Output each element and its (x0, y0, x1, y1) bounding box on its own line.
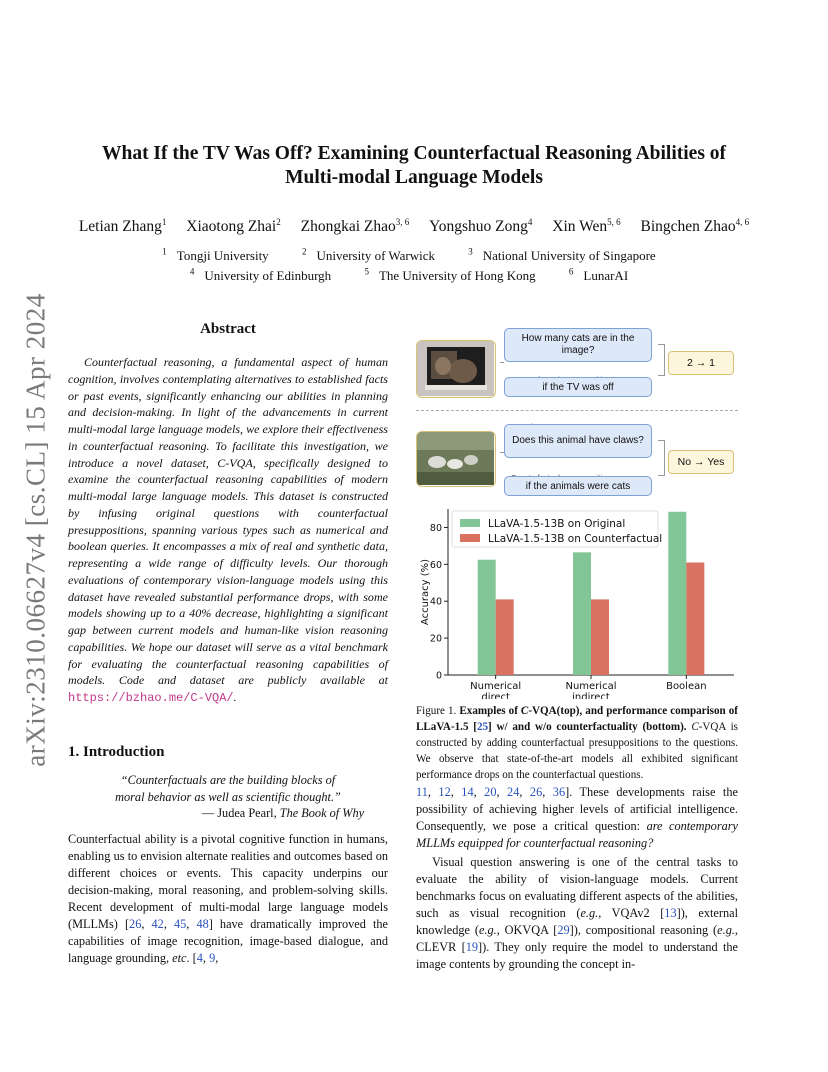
citation-link[interactable]: 9 (209, 951, 216, 965)
y-axis-label: Accuracy (%) (420, 558, 431, 626)
citation-link[interactable]: 12 (438, 785, 451, 799)
abstract-body: Counterfactual reasoning, a fundamental aspect of human cognition, involves contemplating alternatives to established facts or past events, significantly enhancing our abilities in planning and decision-making. In light of the advancements in current multi-modal large language models, we explore their effectiveness in counterfactual reasoning. To facilitate this investigation, we introduce a novel dataset, C-VQA, specifically designed to examine the counterfactual reasoning capabilities of modern multi-modal large language models. This dataset is constructed by infusing original questions with counterfactual presuppositions, spanning various types such as numerical and boolean queries. It encompasses a mix of real and synthetic data, representing a wide range of difficulty levels. Our thorough evaluations of contemporary vision-language models using this dataset have revealed substantial performance drops, with some models showing up to a 40% decrease, highlighting a significant gap between current models and human-like vision reasoning capabilities. We hope our dataset will serve as a vital benchmark for evaluating the counterfactual reasoning capabilities of models. Code and dataset are publicly available at https://bzhao.me/C-VQA/. (68, 355, 388, 705)
arxiv-id: arXiv:2310.06627v4 [cs.CL] 15 Apr 2024 (20, 293, 51, 767)
citation-link[interactable]: 11 (416, 785, 428, 799)
affiliation: $^3$ National University of Singapore (468, 246, 656, 263)
citation-link[interactable]: 26 (129, 917, 142, 931)
abstract-heading: Abstract (200, 321, 256, 337)
affiliation: $^1$ Tongji University (162, 246, 269, 263)
x-tick-label: Numerical (470, 681, 522, 692)
question-box: How many cats are in the image? (504, 328, 652, 362)
figure-divider (416, 410, 738, 411)
affiliation: $^2$ University of Warwick (301, 246, 436, 263)
answer-box: 2 → 1 (668, 351, 734, 375)
bar-original (478, 560, 496, 675)
arxiv-sidebar-stamp (16, 290, 56, 770)
presupposition-box: if the TV was off (504, 377, 652, 397)
quote-attribution: — Judea Pearl, The Book of Why (201, 806, 365, 820)
author: Letian Zhang$^1$ (78, 216, 167, 235)
x-tick-label: Boolean (666, 681, 707, 692)
y-tick-label: 0 (435, 670, 442, 682)
citation-link[interactable]: 42 (151, 917, 164, 931)
y-tick-label: 40 (429, 596, 442, 608)
paper-title (80, 142, 748, 190)
legend-swatch (460, 534, 480, 542)
bar-counterfactual (496, 599, 514, 675)
bar-counterfactual (591, 599, 609, 675)
citation-link[interactable]: 48 (196, 917, 209, 931)
citation-link[interactable]: 14 (461, 785, 474, 799)
right-column-paragraph-1: 11, 12, 14, 20, 24, 26, 36]. These developments raise the possibility of achieving higher levels of artificial intelligence. Consequently, we pose a critical question: are contemporary MLLMs equipped for counterfactual reasoning? (416, 785, 738, 850)
y-tick-label: 80 (429, 522, 442, 534)
x-tick-label: indirect (572, 692, 610, 699)
citation-link[interactable]: 25 (476, 721, 489, 734)
citation-link[interactable]: 36 (552, 785, 566, 799)
citation-link[interactable]: 19 (465, 940, 479, 954)
y-tick-label: 20 (429, 633, 442, 645)
section-heading-introduction: 1. Introduction (68, 744, 165, 760)
right-column-paragraph-2: Visual question answering is one of the central tasks to evaluate the ability of vision-language models. Current benchmarks focus on evaluating different aspects of the abilities, such as visual recognition (e.g., VQAv2 [13]), external knowledge (e.g., OKVQA [29]), compositional reasoning (e.g., CLEVR [19]). They only require the model to understand the image contents by grounding the concept in- (416, 855, 739, 971)
author-list (60, 218, 768, 236)
citation-link[interactable]: 13 (664, 906, 677, 920)
author: Yongshuo Zong$^4$ (429, 216, 533, 235)
figure-1-examples (416, 316, 738, 506)
intro-paragraph: Counterfactual ability is a pivotal cognitive function in humans, enabling us to envision alternate realities and outcomes based on different choices or events. This capacity underpins our decision-making, moral reasoning, and problem-solving skills. Recent development of multi-modal large language models (MLLMs) [26, 42, 45, 48] have dramatically improved the capabilities of image recognition, image-based dialogue, and language grounding, etc. [4, 9, (68, 832, 388, 965)
legend-label: LLaVA-1.5-13B on Counterfactual (488, 533, 663, 545)
citation-link[interactable]: 45 (173, 917, 187, 931)
author: Bingchen Zhao$^{4, 6}$ (640, 216, 750, 235)
author: Xin Wen$^{5, 6}$ (552, 216, 621, 235)
bar-counterfactual (686, 562, 704, 675)
affiliations-line-1 (60, 248, 768, 264)
x-tick-label: Numerical (565, 681, 617, 692)
citation-link[interactable]: 20 (484, 785, 497, 799)
legend-label: LLaVA-1.5-13B on Original (488, 518, 626, 530)
answer-box: No → Yes (668, 450, 734, 474)
quote-line: moral behavior as well as scientific thought.” (115, 789, 341, 804)
citation-link[interactable]: 4 (196, 951, 203, 965)
example-image-animals (416, 431, 496, 487)
affiliation: $^4$ University of Edinburgh (189, 266, 332, 283)
title-line-1: What If the TV Was Off? Examining Counterfactual Reasoning Abilities of (101, 143, 727, 164)
dataset-link[interactable]: https://bzhao.me/C-VQA/ (68, 691, 234, 705)
affiliation: $^5$ The University of Hong Kong (364, 266, 536, 283)
affiliations-line-2 (60, 268, 768, 284)
bar-original (668, 512, 686, 675)
author: Xiaotong Zhai$^2$ (186, 216, 281, 235)
legend-swatch (460, 519, 480, 527)
citation-link[interactable]: 29 (557, 923, 570, 937)
quote-line: “Counterfactuals are the building blocks of (120, 773, 336, 787)
y-tick-label: 60 (429, 559, 442, 571)
epigraph-quote (68, 772, 388, 822)
figure-1-caption: Figure 1. Examples of C-VQA(top), and performance comparison of LLaVA-1.5 [25] w/ and w/o counterfactuality (bottom). C-VQA is constructed by adding counterfactual presuppositions to the questions. We observe that state-of-the-art models all exhibited significant performance drops on the counterfactual questions. (416, 705, 738, 782)
author: Zhongkai Zhao$^{3, 6}$ (300, 216, 410, 235)
title-line-2: Multi-modal Language Models (285, 167, 543, 188)
x-tick-label: direct (481, 692, 510, 699)
presupposition-box: if the animals were cats (504, 476, 652, 496)
animals-photo-icon (417, 432, 494, 485)
question-box: Does this animal have claws? (504, 424, 652, 458)
example-image-tv-cats (416, 340, 496, 398)
accuracy-bar-chart (412, 503, 738, 699)
citation-link[interactable]: 24 (507, 785, 520, 799)
citation-link[interactable]: 26 (529, 785, 543, 799)
tv-cats-photo-icon (417, 341, 494, 396)
affiliation: $^6$ LunarAI (568, 266, 629, 283)
bar-original (573, 552, 591, 675)
